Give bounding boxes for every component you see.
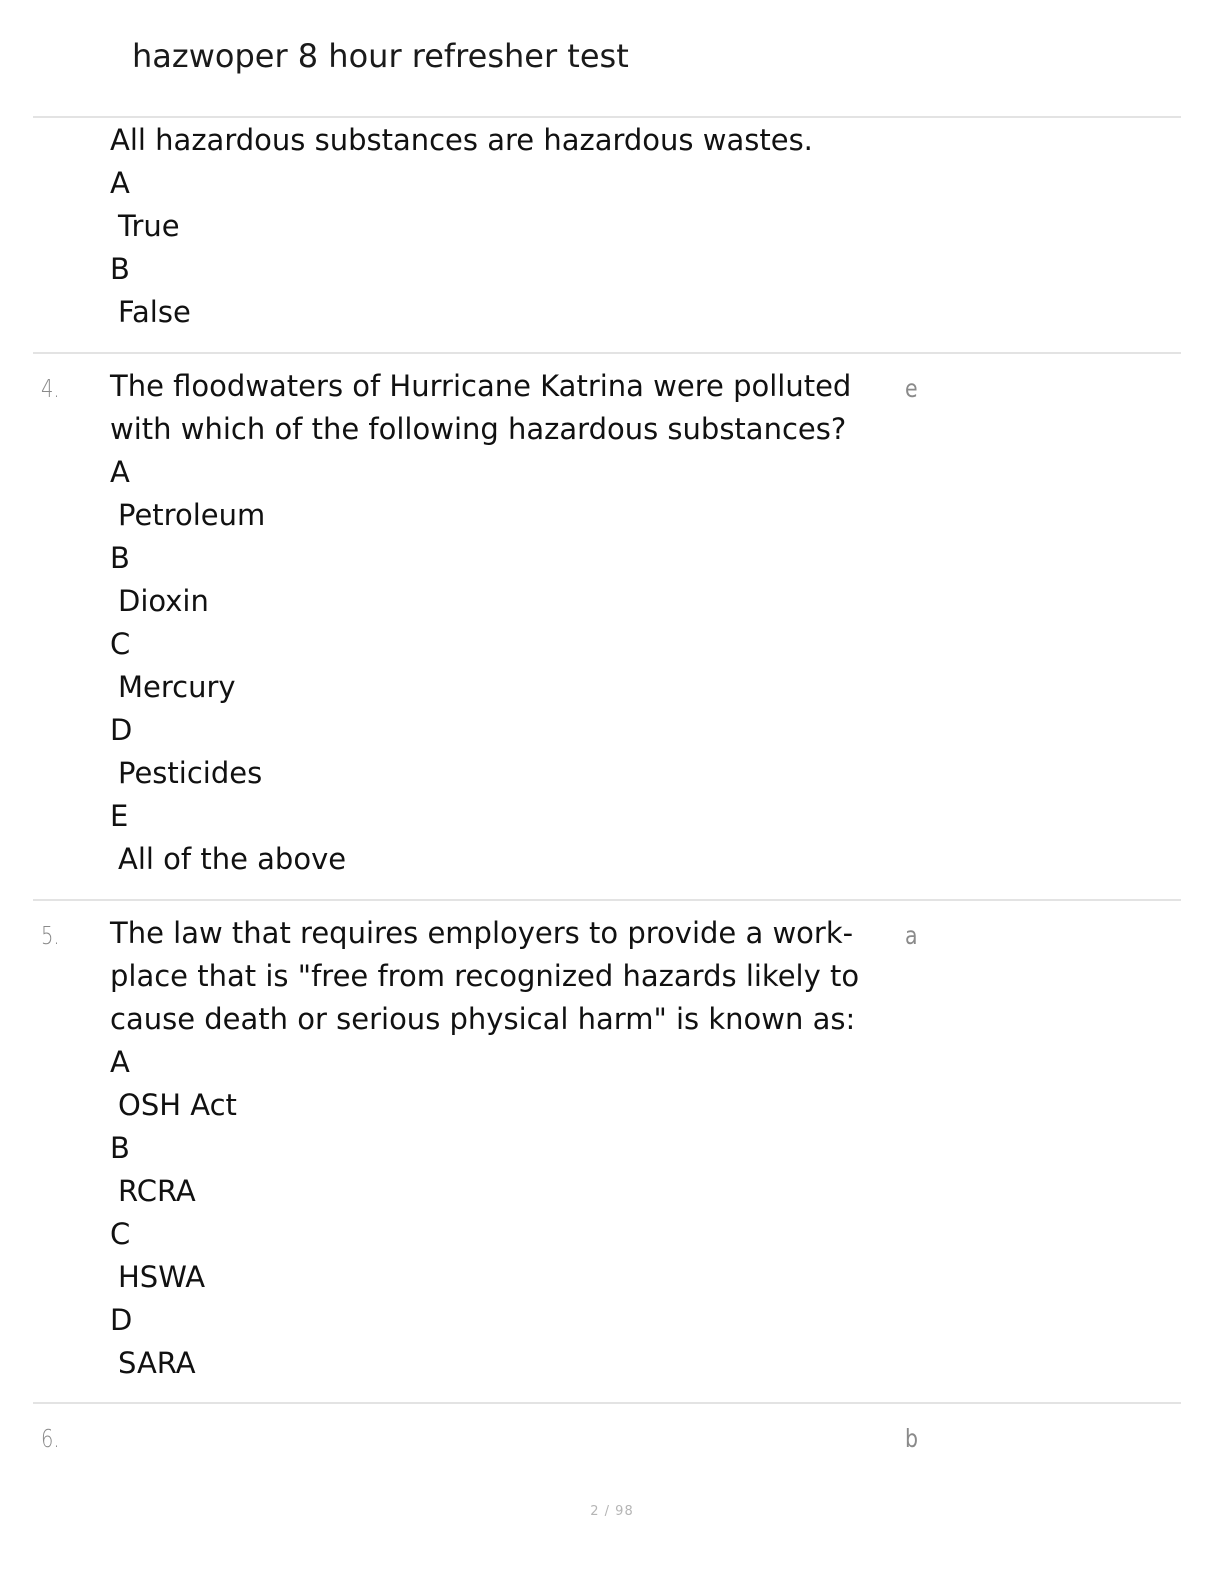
option-text: OSH Act [118,1088,237,1122]
option-text: Mercury [118,670,236,704]
question-text: The law that requires employers to provide a work-place that is "free from recognized hazards likely to cause death or serious physical harm" is known as: [110,916,860,1036]
option-letter: A [110,455,130,489]
question-number: 6. [41,1424,60,1453]
question-body [110,912,880,1385]
option-letter: C [110,627,131,661]
option-letter: A [110,166,130,200]
answer-key: a [905,921,918,950]
option-text: Pesticides [118,756,263,790]
divider [33,1402,1181,1404]
option-letter: D [110,713,133,747]
divider [33,116,1181,118]
answer-key: e [905,374,918,403]
option-letter: C [110,1217,131,1251]
document-title: hazwoper 8 hour refresher test [132,37,629,75]
option-text: True [118,209,180,243]
option-text: HSWA [118,1260,206,1294]
option-text: Petroleum [118,498,266,532]
option-text: RCRA [118,1174,196,1208]
divider [33,352,1181,354]
option-letter: B [110,252,130,286]
option-text: False [118,295,191,329]
question-text: All hazardous substances are hazardous wastes. [110,123,813,157]
option-letter: D [110,1303,133,1337]
option-letter: A [110,1045,130,1079]
option-text: Dioxin [118,584,209,618]
page-indicator: 2 / 98 [590,1504,634,1519]
option-text: SARA [118,1346,196,1380]
question-body [110,365,880,881]
option-letter: B [110,1131,130,1165]
answer-key: b [905,1424,919,1453]
question-body [110,119,880,334]
option-text: All of the above [118,842,347,876]
option-letter: B [110,541,130,575]
divider [33,899,1181,901]
question-number: 5. [41,921,60,950]
question-number: 4. [41,374,60,403]
option-letter: E [110,799,129,833]
question-text: The floodwaters of Hurricane Katrina were polluted with which of the following hazardous substances? [110,369,852,446]
